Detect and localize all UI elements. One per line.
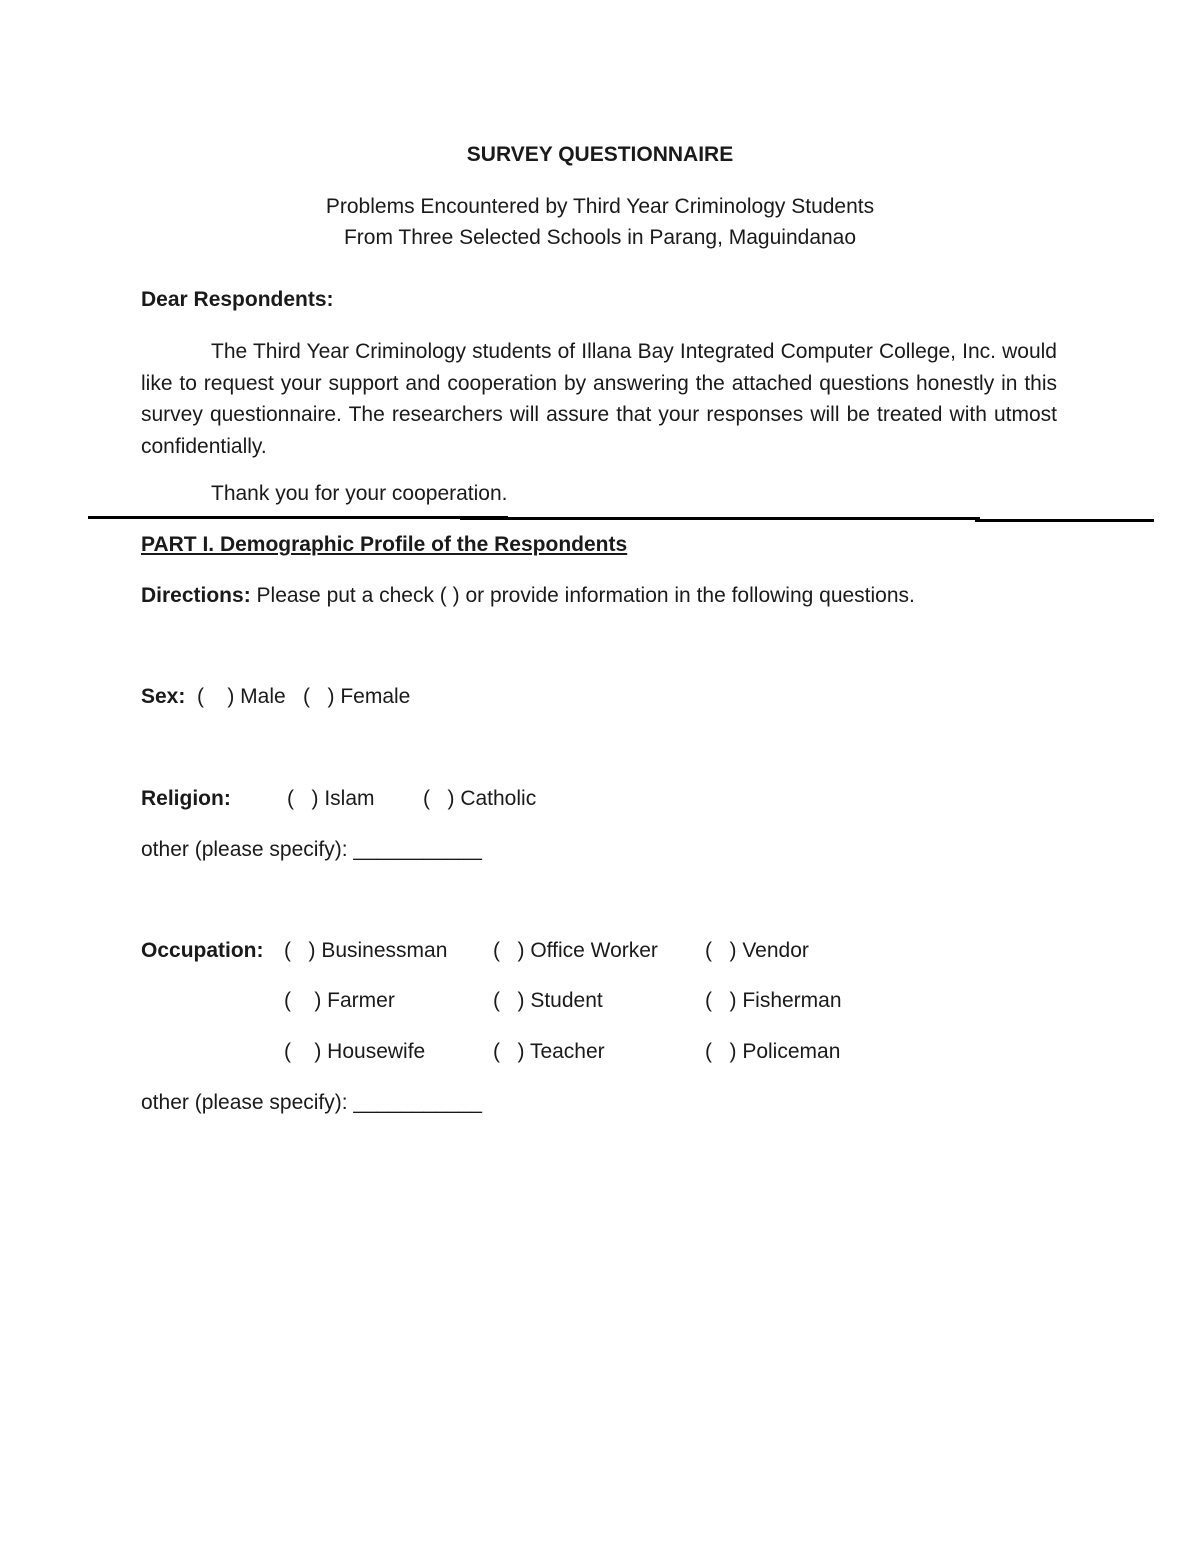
occupation-option-label: Fisherman [742,989,842,1012]
occupation-option-farmer[interactable]: ( ) Farmer [284,989,395,1012]
occupation-option-student[interactable]: ( ) Student [493,989,603,1012]
part-1-heading: PART I. Demographic Profile of the Respondents [141,533,628,556]
occupation-option-housewife[interactable]: ( ) Housewife [284,1040,426,1063]
divider-line-right [975,519,1154,522]
religion-option-catholic[interactable]: ( ) Catholic [423,787,537,810]
directions-text: Please put a check ( ) or provide information in the following questions. [250,584,915,607]
sex-option-male-label: Male [240,685,286,708]
divider-line-left [88,516,508,519]
directions [141,584,915,608]
occupation-option-fisherman[interactable]: ( ) Fisherman [705,989,842,1012]
sex-label: Sex: [141,685,186,708]
occupation-option-businessman[interactable]: ( ) Businessman [284,939,448,962]
religion-label: Religion: [141,787,231,810]
sex-option-male[interactable]: ( ) Male [197,685,286,708]
occupation-option-office-worker[interactable]: ( ) Office Worker [493,939,658,962]
letter-body: The Third Year Criminology students of Illana Bay Integrated Computer College, Inc. would like to request your support and cooperation by answering the attached questions honestly in this survey questionnaire. The researchers will assure that your responses will be treated with utmost confidentially. [141,340,1057,458]
occupation-option-teacher[interactable]: ( ) Teacher [493,1040,605,1063]
occupation-option-label: Housewife [327,1040,426,1063]
occupation-option-label: Office Worker [530,939,658,962]
religion-other-field[interactable]: other (please specify): ___________ [141,838,482,861]
occupation-option-policeman[interactable]: ( ) Policeman [705,1040,841,1063]
occupation-other-field[interactable]: other (please specify): ___________ [141,1091,482,1114]
document-title: SURVEY QUESTIONNAIRE [466,143,734,166]
thanks-line: Thank you for your cooperation. [211,482,508,505]
occupation-option-label: Policeman [742,1040,841,1063]
salutation: Dear Respondents: [141,288,334,311]
study-title-line-1: Problems Encountered by Third Year Criminology Students [325,195,875,218]
occupation-option-vendor[interactable]: ( ) Vendor [705,939,809,962]
occupation-option-label: Businessman [321,939,448,962]
study-title-line-2: From Three Selected Schools in Parang, Maguindanao [343,226,857,249]
occupation-option-label: Farmer [327,989,395,1012]
occupation-option-label: Vendor [742,939,809,962]
occupation-label: Occupation: [141,939,264,962]
religion-option-islam-label: Islam [324,787,375,810]
directions-label: Directions: [141,584,251,607]
religion-option-catholic-label: Catholic [460,787,537,810]
occupation-option-label: Student [530,989,603,1012]
sex-option-female-label: Female [340,685,411,708]
divider-line-middle [460,517,980,520]
religion-option-islam[interactable]: ( ) Islam [287,787,375,810]
occupation-option-label: Teacher [529,1040,605,1063]
sex-option-female[interactable]: ( ) Female [303,685,411,708]
